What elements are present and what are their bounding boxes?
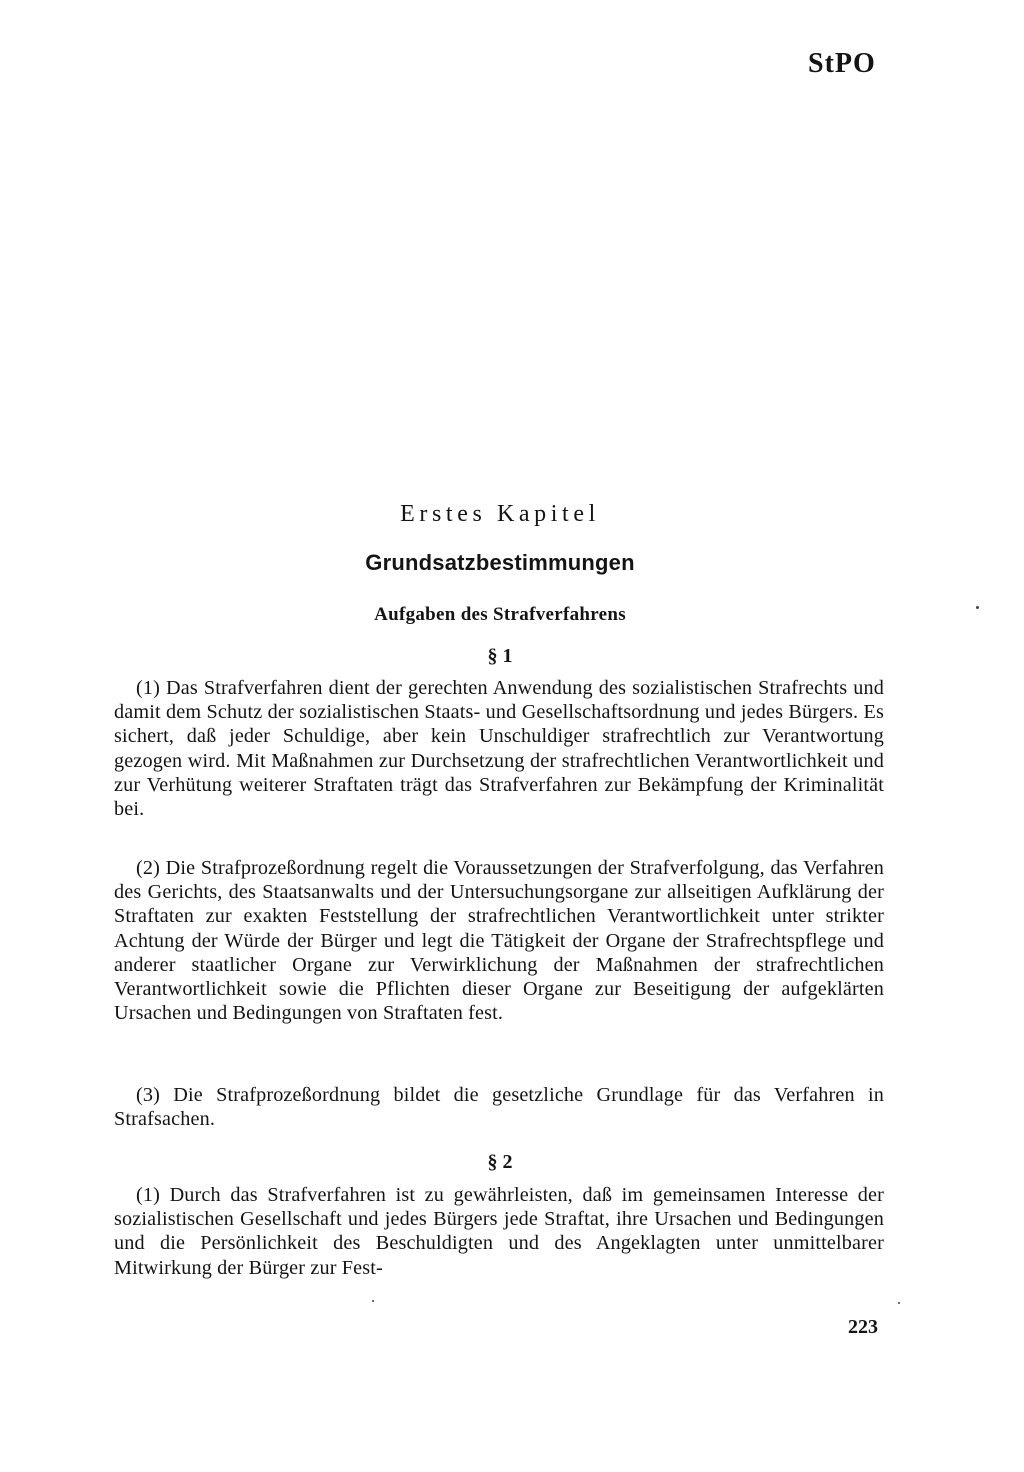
section-title: Aufgaben des Strafverfahrens: [374, 604, 626, 625]
paragraph-2-clause-1: [114, 1183, 884, 1280]
paragraph-sign-2: § 2: [487, 1151, 513, 1173]
paragraph-1-clause-2: [114, 856, 884, 1025]
scan-speck: [372, 1300, 374, 1302]
chapter-label: Erstes Kapitel: [400, 501, 600, 527]
clause-text: (2) Die Strafprozeßordnung regelt die Voraussetzungen der Strafverfolgung, das Verfahren des Gerichts, des Staatsanwalts und der Untersuchungsorgane zur allseitigen Aufklärung der Straftaten zur exakten Feststellung der strafrechtlichen Verantwortlichkeit unter strikter Achtung der Würde der Bürger und legt die Tätigkeit der Organe der Strafrechtspflege und anderer staatlicher Organe zur Verwirklichung der Maßnahmen der strafrechtlichen Verantwortlichkeit sowie die Pflichten dieser Organe zur Beseitigung der aufgeklärten Ursachen und Bedingungen von Straftaten fest.: [114, 857, 884, 1025]
scan-speck: [898, 1302, 900, 1304]
paragraph-1-clause-1: [114, 676, 884, 821]
chapter-title: Grundsatzbestimmungen: [365, 550, 635, 575]
paragraph-1-clause-3: [114, 1083, 884, 1131]
clause-text: (1) Das Strafverfahren dient der gerechten Anwendung des sozialistischen Strafrechts und damit dem Schutz der sozialistischen Staats- und Gesellschaftsordnung und jedes Bürgers. Es sichert, daß jeder Schuldige, aber kein Unschuldiger strafrechtlich zur Verantwortung gezogen wird. Mit Maßnahmen zur Durchsetzung der strafrechtlichen Verantwortlichkeit und zur Verhütung weiterer Straftaten trägt das Strafverfahren zur Bekämpfung der Kriminalität bei.: [114, 677, 884, 821]
clause-text: (3) Die Strafprozeßordnung bildet die gesetzliche Grundlage für das Verfahren in Strafsachen.: [114, 1084, 884, 1131]
page-number: 223: [848, 1316, 878, 1338]
scan-speck: [976, 606, 979, 609]
paragraph-sign-1: § 1: [487, 645, 513, 667]
running-head: StPO: [808, 48, 876, 79]
clause-text: (1) Durch das Strafverfahren ist zu gewährleisten, daß im gemeinsamen Interesse der sozialistischen Gesellschaft und jedes Bürgers jede Straftat, ihre Ursachen und Bedingungen und die Persönlichkeit des Beschuldigten und des Angeklagten unter unmittelbarer Mitwirkung der Bürger zur Fest-: [114, 1184, 884, 1279]
